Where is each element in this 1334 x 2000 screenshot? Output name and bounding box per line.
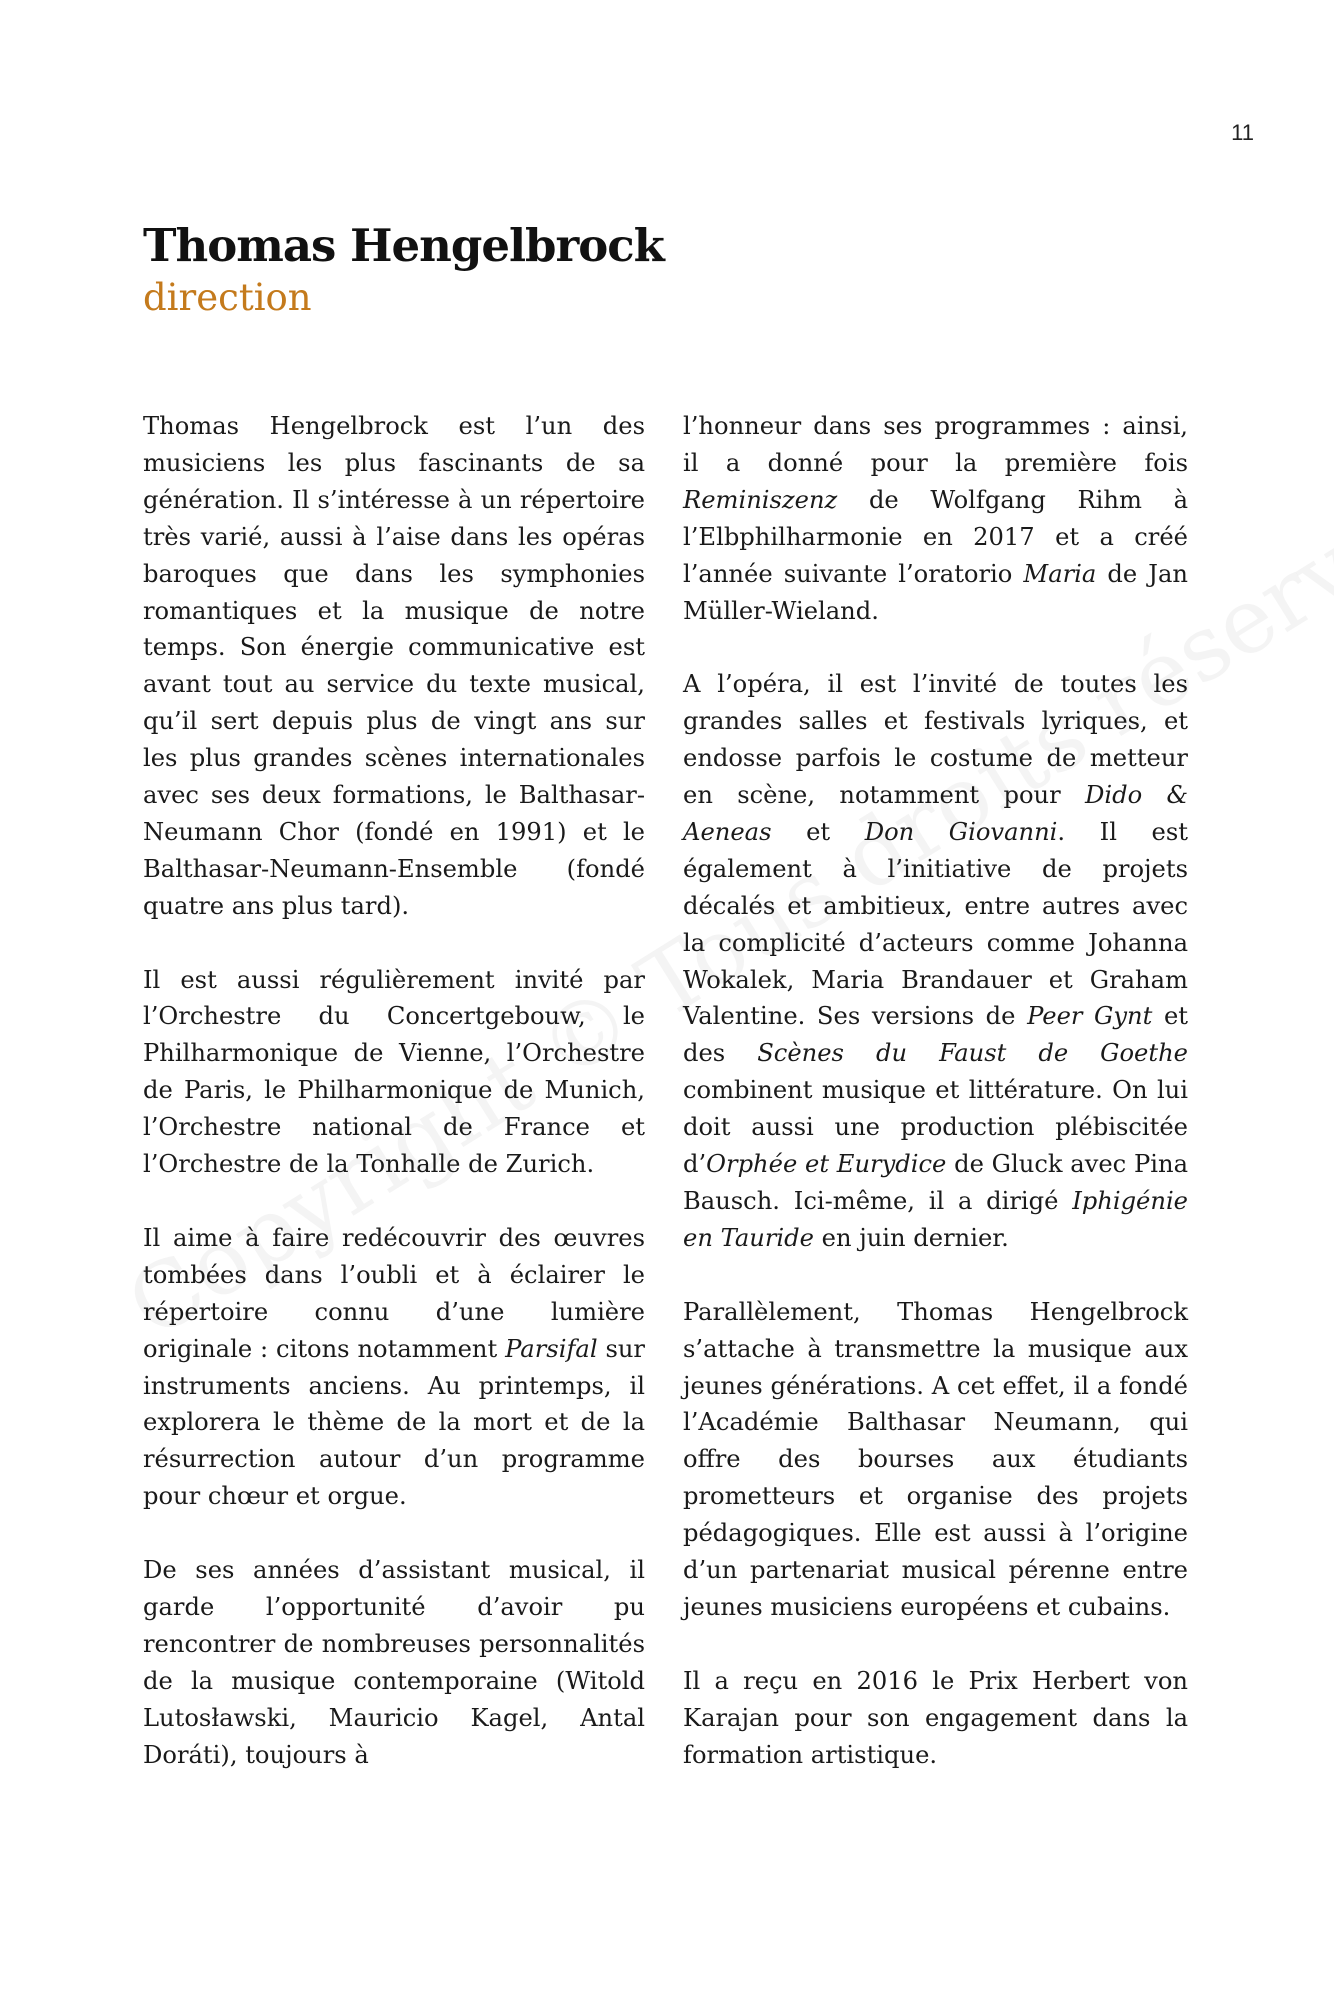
paragraph [683, 666, 1188, 1257]
work-title: Don Giovanni [864, 817, 1058, 846]
left-column [143, 408, 645, 1810]
work-title: Parsifal [505, 1334, 598, 1363]
text-run: de Jan Müller-Wieland. [683, 559, 1188, 625]
page-number: 11 [1231, 120, 1254, 145]
text-run: l’honneur dans ses programmes : ainsi, il a donné pour la première fois [683, 412, 1188, 477]
text-run: . Il est également à l’initiative de projets décalés et ambitieux, entre autres avec la complicité d’acteurs comme Johanna Wokalek, Maria Brandauer et Graham Valentine. Ses versions de [683, 817, 1188, 1031]
page-title: Thomas Hengelbrock [143, 219, 664, 272]
work-title: Peer Gynt [1027, 1002, 1153, 1031]
paragraph: Parallèlement, Thomas Hengelbrock s’attache à transmettre la musique aux jeunes générations. A cet effet, il a fondé l’Académie Balthasar Neumann, qui offre des bourses aux étudiants prometteurs et organise des projets pédagogiques. Elle est aussi à l’origine d’un partenariat musical pérenne entre jeunes musiciens européens et cubains. [683, 1297, 1188, 1621]
text-run: de Wolfgang Rihm à l’Elbphilharmonie en 2017 et a créé l’année suivante l’oratorio [683, 485, 1188, 588]
work-title: Reminiszenz [683, 485, 838, 514]
paragraph: Il est aussi régulièrement invité par l’Orchestre du Concertgebouw, le Philharmonique de Vienne, l’Orchestre de Paris, le Philharmonique de Munich, l’Orchestre national de France et l’Orchestre de la Tonhalle de Zurich. [143, 965, 645, 1179]
text-run: et des [683, 1002, 1188, 1068]
paragraph [683, 408, 1188, 629]
work-title: Orphée et Eurydice [706, 1150, 947, 1179]
right-column [683, 408, 1188, 1810]
paragraph: De ses années d’assistant musical, il garde l’opportunité d’avoir pu rencontrer de nombreuses personnalités de la musique contemporaine (Witold Lutosławski, Mauricio Kagel, Antal Doráti), toujours à [143, 1556, 645, 1769]
paragraph: Il a reçu en 2016 le Prix Herbert von Karajan pour son engagement dans la formation artistique. [683, 1666, 1188, 1769]
text-run: de Gluck avec Pina Bausch. Ici-même, il a dirigé [683, 1150, 1188, 1216]
work-title: Dido & Aeneas [683, 781, 1188, 846]
article-header [143, 218, 664, 322]
work-title: Maria [1023, 559, 1097, 588]
paragraph: Thomas Hengelbrock est l’un des musiciens les plus fascinants de sa génération. Il s’intéresse à un répertoire très varié, aussi à l’aise dans les opéras baroques que dans les symphonies romantiques et la musique de notre temps. Son énergie communicative est avant tout au service du texte musical, qu’il sert depuis plus de vingt ans sur les plus grandes scènes internationales avec ses deux formations, le Balthasar-Neumann Chor (fondé en 1991) et le Balthasar-Neumann-Ensemble (fondé quatre ans plus tard). [143, 412, 645, 920]
work-title: Scènes du Faust de Goethe [757, 1039, 1188, 1068]
text-run: et [771, 817, 865, 846]
text-run: combinent musique et littérature. On lui doit aussi une production plébiscitée d’ [683, 1076, 1188, 1179]
text-run: sur instruments anciens. Au printemps, il explorera le thème de la mort et de la résurrection autour d’un programme pour chœur et orgue. [143, 1334, 645, 1511]
work-title: Iphigénie en Tauride [683, 1187, 1188, 1252]
paragraph [143, 1220, 645, 1515]
text-run: A l’opéra, il est l’invité de toutes les grandes salles et festivals lyriques, et endosse parfois le costume de metteur en scène, notamment pour [683, 670, 1188, 810]
page-subtitle: direction [143, 276, 312, 319]
text-run: Il aime à faire redécouvrir des œuvres tombées dans l’oubli et à éclairer le répertoire connu d’une lumière originale : citons notamment [143, 1223, 645, 1363]
text-run: en juin dernier. [813, 1223, 1009, 1252]
